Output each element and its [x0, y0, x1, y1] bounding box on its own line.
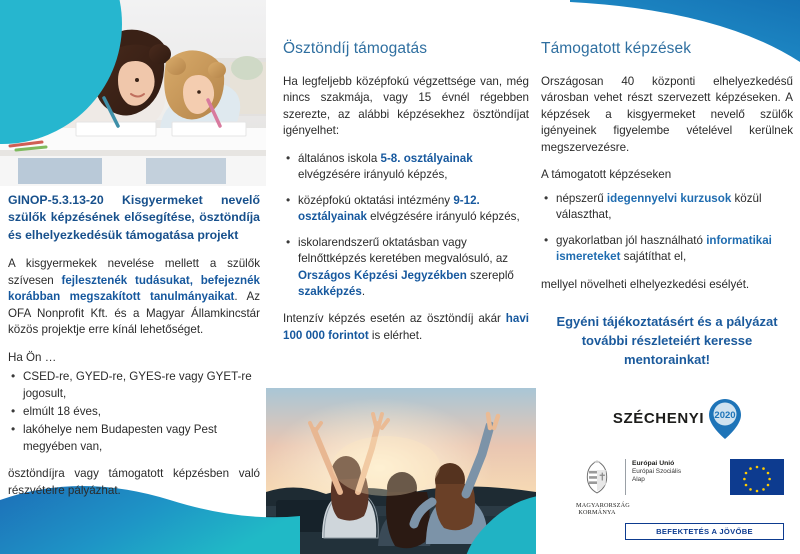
trainings-intro: Országosan 40 központi elhelyezkedésű városban vehet részt szervezett képzéseken. A képzések a kisgyermeket nevelő szülők igényeinek figyelembe vételével kerülnek megszervezésre.: [541, 75, 793, 154]
slogan-wrap: [625, 523, 784, 540]
eligibility-outro: ösztöndíjra vagy támogatott képzésben való részvételre pályázhat.: [8, 467, 260, 497]
item-highlight: 9-12. osztályainak: [298, 193, 480, 224]
list-item: • lakóhelye nem Budapesten vagy Pest megyében van,: [23, 422, 260, 455]
left-p1-highlight: fejlesztenék tudásukat, befejeznék korábban megszakított tanulmányaikat: [8, 273, 260, 304]
gov-line-2: KORMÁNYA: [578, 509, 616, 517]
item-highlight: 5-8. osztályainak: [380, 151, 473, 165]
item-text: általános iskola: [298, 151, 381, 165]
list-item: [556, 191, 793, 224]
scholarship-list: [283, 151, 529, 301]
eu-fund-line-1: Európai Szociális: [632, 467, 682, 475]
middle-column: [283, 40, 529, 344]
item-text: elvégzésére irányuló képzés,: [298, 168, 448, 182]
item-text: elvégzésére irányuló képzés,: [366, 210, 520, 224]
left-p1-part1: A kisgyermekek nevelése mellett a szülők szívesen: [8, 257, 260, 287]
trainings-heading: Támogatott képzések: [541, 40, 692, 57]
item-text: szereplő: [466, 268, 514, 282]
left-p1-part2: . Az OFA Nonprofit Kft. és a Magyar Államkincstár közös projektje erre kínál lehetőséget.: [8, 290, 260, 337]
left-paragraph-1: [8, 256, 260, 338]
scholarship-heading: Ösztöndíj támogatás: [283, 40, 428, 57]
list-item: [298, 193, 529, 226]
map-pin-icon: [709, 399, 741, 439]
eu-texts: [632, 459, 724, 485]
szechenyi-wordmark: SZÉCHENYI: [612, 410, 705, 427]
eu-text-and-flag: [625, 459, 784, 495]
scholarship-intro: Ha legfeljebb középfokú végzettsége van, még nincs szakmája, vagy 15 évnél régebben szerezte, az alábbi képzésekhez ösztöndíjat igényelhet:: [283, 75, 529, 138]
item-highlight: informatikai ismereteket: [556, 233, 772, 264]
right-column: [541, 40, 793, 370]
list-item: • CSED-re, GYED-re, GYES-re vagy GYET-re jogosult,: [23, 369, 260, 402]
item-highlight: Országos Képzési Jegyzékben: [298, 268, 467, 282]
investment-slogan: BEFEKTETÉS A JÖVŐBE: [625, 523, 784, 540]
call-to-action: Egyéni tájékoztatásért és a pályázat további részleteiért keresse mentorainkat!: [556, 313, 778, 367]
eu-fund-line-2: Alap: [632, 476, 645, 484]
list-item: [556, 233, 793, 266]
item-text: népszerű: [556, 191, 607, 205]
trainings-outro: mellyel növelheti elhelyezkedési esélyét.: [541, 277, 750, 291]
item-text: gyakorlatban jól használható: [556, 233, 707, 247]
list-item: [298, 151, 529, 184]
scholarship-closing: [283, 311, 529, 344]
eu-funding-row: [576, 459, 784, 518]
item-text: .: [361, 284, 366, 298]
gov-line-1: MAGYARORSZÁG: [576, 501, 630, 509]
logo-block: [576, 399, 784, 541]
hungary-coat-of-arms-icon: [582, 459, 612, 495]
hungary-government-name: [576, 501, 630, 518]
item-text: iskolarendszerű oktatásban vagy felnőttképzés keretében megvalósuló, az: [298, 235, 509, 266]
project-title: GINOP-5.3.13-20 Kisgyermeket nevelő szülők képzésének elősegítése, ösztöndíja és elhelyezkedésük támogatása projekt: [8, 193, 260, 242]
item-text: középfokú oktatási intézmény: [298, 193, 454, 207]
item-text: közül választhat,: [556, 191, 762, 222]
list-item: [298, 235, 529, 301]
trainings-list: [541, 191, 793, 266]
closing-amount: havi 100 000 forintot: [283, 312, 529, 342]
left-column: [8, 192, 260, 499]
eligibility-list: [8, 369, 260, 455]
eu-logo-group: [625, 459, 784, 495]
item-text: sajátíthat el,: [620, 250, 687, 264]
item-highlight-2: szakképzés: [298, 284, 362, 298]
list-item: • elmúlt 18 éves,: [23, 404, 260, 420]
hungary-government-logo: [576, 459, 630, 518]
szechenyi-2020-logo: [576, 399, 784, 439]
eu-title: Európai Unió: [632, 459, 675, 467]
closing-part2: is elérhet.: [368, 328, 423, 342]
svg-text:2020: 2020: [714, 409, 736, 421]
photo-friends-sunset: [266, 388, 536, 554]
eu-flag-icon: [730, 459, 784, 495]
photo-corner-wave-decoration: [466, 496, 536, 554]
item-highlight: idegennyelvi kurzusok: [606, 191, 732, 205]
trainings-list-intro: A támogatott képzéseken: [541, 168, 672, 182]
eligibility-intro: Ha Ön …: [8, 350, 57, 364]
closing-part1: Intenzív képzés esetén az ösztöndíj akár: [283, 312, 506, 326]
